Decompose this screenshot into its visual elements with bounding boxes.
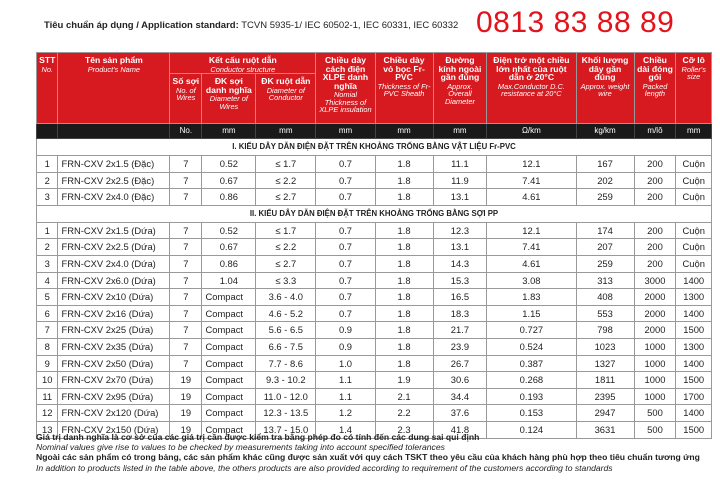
table-cell: 1.8 [375, 189, 433, 206]
table-cell: Cuộn [676, 189, 712, 206]
table-cell: 12.3 [433, 222, 487, 239]
table-cell: 0.193 [487, 388, 576, 405]
table-cell: 0.727 [487, 322, 576, 339]
unit-cell: No. [170, 124, 202, 139]
table-row [37, 222, 712, 239]
table-cell: 1.2 [316, 405, 375, 422]
table-row [37, 322, 712, 339]
table-cell: 7 [170, 355, 202, 372]
table-row [37, 355, 712, 372]
table-cell: 12.1 [487, 156, 576, 173]
table-cell: 202 [576, 172, 634, 189]
table-cell: 1.8 [375, 322, 433, 339]
product-name-cell: FRN-CXV 2x25 (Dứa) [58, 322, 170, 339]
header-row-1 [37, 53, 712, 74]
table-cell: 41.8 [433, 421, 487, 438]
table-cell: 0.7 [316, 172, 375, 189]
table-cell: 2000 [634, 289, 676, 306]
section-heading-row [37, 139, 712, 156]
table-cell: 408 [576, 289, 634, 306]
table-cell: 0.67 [202, 172, 256, 189]
table-cell: 7 [170, 189, 202, 206]
table-cell: 1 [37, 222, 58, 239]
table-row [37, 338, 712, 355]
table-cell: 13.1 [433, 189, 487, 206]
unit-cell: mm [676, 124, 712, 139]
table-cell: 7 [170, 289, 202, 306]
table-cell: 174 [576, 222, 634, 239]
table-cell: 1.1 [316, 388, 375, 405]
table-cell: 1 [37, 156, 58, 173]
table-cell: 16.5 [433, 289, 487, 306]
section-heading-row [37, 205, 712, 222]
unit-cell: m/lô [634, 124, 676, 139]
table-cell: 3 [37, 255, 58, 272]
product-name-cell: FRN-CXV 2x95 (Dứa) [58, 388, 170, 405]
unit-cell: mm [256, 124, 316, 139]
unit-cell [58, 124, 170, 139]
table-cell: 1700 [676, 388, 712, 405]
table-cell: 0.7 [316, 272, 375, 289]
standard-label: Tiêu chuẩn áp dụng / Application standard: [44, 20, 239, 31]
product-name-cell: FRN-CXV 2x6.0 (Dứa) [58, 272, 170, 289]
table-cell: 7 [170, 239, 202, 256]
table-cell: 167 [576, 156, 634, 173]
table-cell: 2000 [634, 305, 676, 322]
table-cell: 8 [37, 338, 58, 355]
header-length: Chiều dài đóng gói Packed length [634, 53, 676, 124]
unit-cell: mm [316, 124, 375, 139]
table-cell: 1.8 [375, 222, 433, 239]
table-cell: 13 [37, 421, 58, 438]
table-cell: 1.4 [316, 421, 375, 438]
note-en-2: In addition to products listed in the table above, the others products are also provided according to requirement of the customers according to standards [36, 462, 613, 473]
table-cell: Compact [202, 421, 256, 438]
table-row [37, 305, 712, 322]
header-wire-diameter: ĐK sợi danh nghĩa Diameter of Wires [202, 74, 256, 124]
header-roller: Cỡ lô Roller's size [676, 53, 712, 124]
table-cell: 6 [37, 305, 58, 322]
table-cell: Compact [202, 305, 256, 322]
table-cell: 259 [576, 189, 634, 206]
unit-cell: Ω/km [487, 124, 576, 139]
table-cell: 1500 [676, 322, 712, 339]
table-cell: 15.3 [433, 272, 487, 289]
table-cell: 200 [634, 222, 676, 239]
table-cell: 0.387 [487, 355, 576, 372]
table-cell: 9.3 - 10.2 [256, 372, 316, 389]
header-overall: Đường kính ngoài gần đúng Approx. Overall Diameter [433, 53, 487, 124]
table-cell: 500 [634, 405, 676, 422]
table-cell: Cuộn [676, 222, 712, 239]
table-cell: 200 [634, 189, 676, 206]
table-row [37, 289, 712, 306]
table-cell: Cuộn [676, 255, 712, 272]
table-cell: 5.6 - 6.5 [256, 322, 316, 339]
table-cell: 14.3 [433, 255, 487, 272]
table-cell: 10 [37, 372, 58, 389]
table-cell: 7 [170, 172, 202, 189]
header-resistance: Điện trở một chiều lớn nhất của ruột dẫn ở 20°C Max.Conductor D.C. resistance at 20°C [487, 53, 576, 124]
section-heading: II. KIỂU DÂY DẪN ĐIỆN ĐẶT TRÊN KHOẢNG TRỐNG BẰNG SỢI PP [37, 205, 712, 222]
table-cell: 2.3 [375, 421, 433, 438]
table-cell: 0.524 [487, 338, 576, 355]
table-cell: 4 [37, 272, 58, 289]
table-cell: Cuộn [676, 172, 712, 189]
table-cell: 4.6 - 5.2 [256, 305, 316, 322]
table-cell: 7.7 - 8.6 [256, 355, 316, 372]
table-cell: 0.86 [202, 255, 256, 272]
header-wires: Số sợi No. of Wires [170, 74, 202, 124]
standard-line [44, 20, 458, 31]
table-cell: 2947 [576, 405, 634, 422]
table-cell: 1400 [676, 405, 712, 422]
table-cell: 19 [170, 372, 202, 389]
table-cell: ≤ 2.2 [256, 239, 316, 256]
table-cell: 1300 [676, 338, 712, 355]
table-cell: 1.8 [375, 172, 433, 189]
product-name-cell: FRN-CXV 2x2.5 (Đặc) [58, 172, 170, 189]
header-weight: Khối lượng dây gần đúng Approx. weight wire [576, 53, 634, 124]
table-cell: 7 [170, 156, 202, 173]
table-cell: 1400 [676, 355, 712, 372]
table-cell: 2.2 [375, 405, 433, 422]
table-cell: 3000 [634, 272, 676, 289]
table-cell: 19 [170, 421, 202, 438]
table-row [37, 239, 712, 256]
table-cell: 1.8 [375, 289, 433, 306]
table-cell: ≤ 1.7 [256, 222, 316, 239]
table-cell: 0.7 [316, 156, 375, 173]
table-cell: 12.1 [487, 222, 576, 239]
table-cell: 11.1 [433, 156, 487, 173]
table-cell: 7 [170, 272, 202, 289]
table-cell: 1400 [676, 272, 712, 289]
table-cell: 200 [634, 172, 676, 189]
unit-cell: mm [375, 124, 433, 139]
table-cell: 1000 [634, 372, 676, 389]
table-cell: 1.8 [375, 305, 433, 322]
table-cell: 2 [37, 239, 58, 256]
table-cell: 500 [634, 421, 676, 438]
table-cell: 7 [37, 322, 58, 339]
table-cell: 3.08 [487, 272, 576, 289]
table-row [37, 405, 712, 422]
table-cell: 0.153 [487, 405, 576, 422]
table-cell: 0.7 [316, 222, 375, 239]
table-cell: 1000 [634, 388, 676, 405]
table-cell: 11 [37, 388, 58, 405]
table-cell: 4.61 [487, 189, 576, 206]
table-cell: 19 [170, 388, 202, 405]
table-cell: 1.1 [316, 372, 375, 389]
table-cell: 7 [170, 222, 202, 239]
product-name-cell: FRN-CXV 2x35 (Dứa) [58, 338, 170, 355]
table-cell: 1000 [634, 338, 676, 355]
product-name-cell: FRN-CXV 2x120 (Dứa) [58, 405, 170, 422]
table-cell: 5 [37, 289, 58, 306]
product-name-cell: FRN-CXV 2x4.0 (Đặc) [58, 189, 170, 206]
notes [36, 432, 716, 473]
table-cell: 259 [576, 255, 634, 272]
table-cell: 1.8 [375, 255, 433, 272]
table-cell: ≤ 2.2 [256, 172, 316, 189]
table-cell: Compact [202, 338, 256, 355]
header-xlpe: Chiều dày cách điện XLPE danh nghĩa Nomial Thickness of XLPE insulation [316, 53, 375, 124]
note-en-1: Nominal values give rise to values to be checked by measurements taking into account specified tolerances [36, 442, 445, 453]
table-cell: 19 [170, 405, 202, 422]
table-cell: 0.7 [316, 255, 375, 272]
table-cell: 2.1 [375, 388, 433, 405]
table-cell: 200 [634, 156, 676, 173]
table-cell: Compact [202, 355, 256, 372]
unit-cell [37, 124, 58, 139]
table-cell: ≤ 2.7 [256, 255, 316, 272]
spec-table [36, 52, 712, 439]
table-cell: Compact [202, 372, 256, 389]
table-cell: Compact [202, 322, 256, 339]
table-cell: 0.7 [316, 289, 375, 306]
unit-cell: mm [433, 124, 487, 139]
table-cell: 798 [576, 322, 634, 339]
table-cell: 1500 [676, 372, 712, 389]
table-row [37, 156, 712, 173]
table-cell: 1.8 [375, 272, 433, 289]
table-cell: 30.6 [433, 372, 487, 389]
note-vi-1: Giá trị danh nghĩa là cơ sở của các giá trị cần được kiểm tra bằng phép đo có tính đến các dung sai qui định [36, 432, 480, 442]
table-cell: 21.7 [433, 322, 487, 339]
phone-number: 0813 83 88 89 [476, 6, 675, 39]
table-row [37, 255, 712, 272]
table-cell: 1.8 [375, 156, 433, 173]
table-cell: 0.67 [202, 239, 256, 256]
table-cell: 7 [170, 305, 202, 322]
table-cell: ≤ 2.7 [256, 189, 316, 206]
product-name-cell: FRN-CXV 2x2.5 (Dứa) [58, 239, 170, 256]
table-row [37, 189, 712, 206]
table-cell: 6.6 - 7.5 [256, 338, 316, 355]
table-cell: 1500 [676, 421, 712, 438]
table-cell: 1.8 [375, 239, 433, 256]
table-cell: 1.8 [375, 355, 433, 372]
table-cell: 200 [634, 255, 676, 272]
product-name-cell: FRN-CXV 2x50 (Dứa) [58, 355, 170, 372]
table-cell: Compact [202, 289, 256, 306]
table-cell: Cuộn [676, 156, 712, 173]
table-cell: 3.6 - 4.0 [256, 289, 316, 306]
table-body [37, 139, 712, 439]
table-cell: 7 [170, 322, 202, 339]
table-cell: 313 [576, 272, 634, 289]
table-cell: 1000 [634, 355, 676, 372]
product-name-cell: FRN-CXV 2x4.0 (Dứa) [58, 255, 170, 272]
table-cell: 553 [576, 305, 634, 322]
unit-cell: mm [202, 124, 256, 139]
product-name-cell: FRN-CXV 2x10 (Dứa) [58, 289, 170, 306]
table-cell: 0.52 [202, 222, 256, 239]
table-cell: 1.0 [316, 355, 375, 372]
header-name: Tên sản phẩm Product's Name [58, 53, 170, 124]
table-row [37, 388, 712, 405]
table-cell: 1.83 [487, 289, 576, 306]
table-cell: 0.7 [316, 305, 375, 322]
table-cell: 13.1 [433, 239, 487, 256]
product-name-cell: FRN-CXV 2x70 (Dứa) [58, 372, 170, 389]
table-cell: 0.86 [202, 189, 256, 206]
table-cell: 37.6 [433, 405, 487, 422]
table-cell: 1.04 [202, 272, 256, 289]
table-cell: 0.9 [316, 322, 375, 339]
table-cell: 207 [576, 239, 634, 256]
table-cell: 1400 [676, 305, 712, 322]
table-cell: 7.41 [487, 239, 576, 256]
table-cell: 18.3 [433, 305, 487, 322]
table-cell: 7 [170, 338, 202, 355]
note-vi-2: Ngoài các sản phẩm có trong bảng, các sản phẩm khác cũng được sản xuất với quy cách TSKT theo yêu cầu của khách hàng phù hợp theo tiêu chuẩn tương ứng [36, 452, 700, 463]
table-cell: 0.124 [487, 421, 576, 438]
table-cell: Compact [202, 388, 256, 405]
header-stt: STT No. [37, 53, 58, 124]
table-cell: ≤ 1.7 [256, 156, 316, 173]
table-cell: ≤ 3.3 [256, 272, 316, 289]
table-row [37, 372, 712, 389]
table-cell: 1327 [576, 355, 634, 372]
table-cell: 12.3 - 13.5 [256, 405, 316, 422]
table-cell: 0.7 [316, 189, 375, 206]
product-name-cell: FRN-CXV 2x1.5 (Dứa) [58, 222, 170, 239]
header-conductor-diameter: ĐK ruột dẫn Diameter of Conductor [256, 74, 316, 124]
units-row [37, 124, 712, 139]
table-cell: 0.9 [316, 338, 375, 355]
table-cell: 0.7 [316, 239, 375, 256]
table-cell: 7.41 [487, 172, 576, 189]
table-cell: 1.15 [487, 305, 576, 322]
section-heading: I. KIỂU DÂY DẪN ĐIỆN ĐẶT TRÊN KHOẢNG TRỐNG BẰNG VẬT LIỆU Fr-PVC [37, 139, 712, 156]
product-name-cell: FRN-CXV 2x16 (Dứa) [58, 305, 170, 322]
table-cell: Compact [202, 405, 256, 422]
unit-cell: kg/km [576, 124, 634, 139]
table-cell: 11.0 - 12.0 [256, 388, 316, 405]
table-row [37, 272, 712, 289]
table-cell: 3 [37, 189, 58, 206]
header-structure: Kết cấu ruột dẫn Conductor structure [170, 53, 316, 74]
standard-value: TCVN 5935-1/ IEC 60502-1, IEC 60331, IEC 60332 [241, 20, 459, 31]
table-cell: 13.7 - 15.0 [256, 421, 316, 438]
table-cell: 0.268 [487, 372, 576, 389]
table-cell: 34.4 [433, 388, 487, 405]
table-cell: 23.9 [433, 338, 487, 355]
header-sheath: Chiều dày vỏ bọc Fr-PVC Thickness of Fr-PVC Sheath [375, 53, 433, 124]
table-cell: 7 [170, 255, 202, 272]
table-cell: 1023 [576, 338, 634, 355]
table-cell: 9 [37, 355, 58, 372]
table-cell: 2395 [576, 388, 634, 405]
table-cell: 26.7 [433, 355, 487, 372]
table-cell: 1300 [676, 289, 712, 306]
table-cell: 1.8 [375, 338, 433, 355]
table-cell: 3631 [576, 421, 634, 438]
table-cell: 2000 [634, 322, 676, 339]
product-name-cell: FRN-CXV 2x150 (Dứa) [58, 421, 170, 438]
table-cell: 2 [37, 172, 58, 189]
table-cell: 11.9 [433, 172, 487, 189]
table-cell: Cuộn [676, 239, 712, 256]
table-cell: 12 [37, 405, 58, 422]
table-cell: 0.52 [202, 156, 256, 173]
table-cell: 4.61 [487, 255, 576, 272]
product-name-cell: FRN-CXV 2x1.5 (Đặc) [58, 156, 170, 173]
table-row [37, 172, 712, 189]
table-cell: 200 [634, 239, 676, 256]
table-cell: 1.9 [375, 372, 433, 389]
table-cell: 1811 [576, 372, 634, 389]
